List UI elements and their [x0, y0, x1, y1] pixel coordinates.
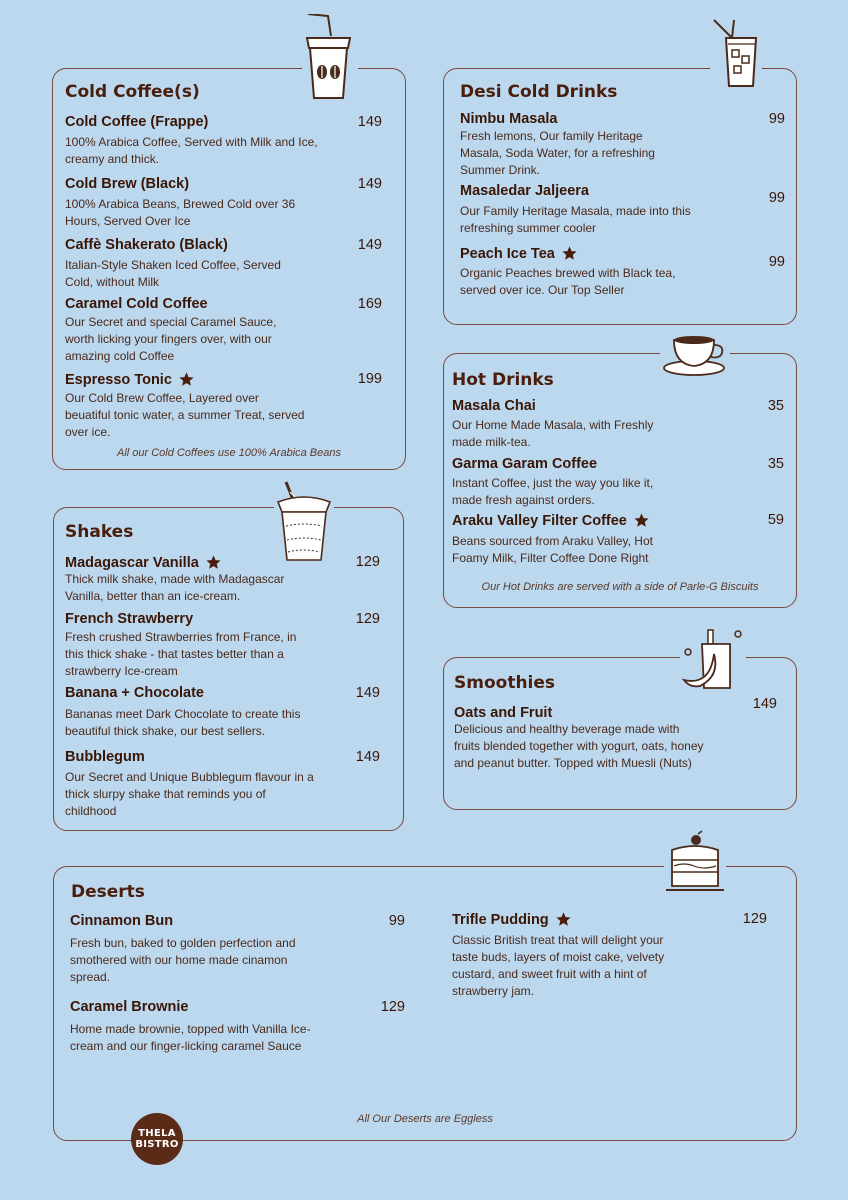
item-description: Our Secret and Unique Bubblegum flavour in a thick slurpy shake that reminds you of childhood: [65, 770, 314, 818]
section-note: All our Cold Coffees use 100% Arabica Beans: [117, 447, 341, 459]
item-description: Bananas meet Dark Chocolate to create this beautiful thick shake, our best sellers.: [65, 707, 301, 738]
iced-coffee-cup-icon: [302, 14, 358, 104]
desi-cold-drinks-title: Desi Cold Drinks: [460, 82, 618, 102]
smoothie-banana-icon: [680, 626, 746, 690]
item-price: 59: [767, 512, 784, 528]
item-name: [452, 512, 650, 529]
item-price: 149: [357, 237, 382, 253]
cake-slice-icon: [664, 830, 726, 894]
hot-drinks-title: Hot Drinks: [452, 370, 554, 390]
item-description: Thick milk shake, made with Madagascar Vanilla, better than an ice-cream.: [65, 572, 285, 603]
item-name: Cold Coffee (Frappe): [65, 114, 209, 130]
item-description: Instant Coffee, just the way you like it, made fresh against orders.: [452, 476, 654, 507]
item-name-text: Peach Ice Tea: [460, 245, 555, 262]
item-price: 129: [380, 999, 405, 1015]
item-name: [460, 245, 578, 262]
item-name: Banana + Chocolate: [65, 685, 204, 701]
milkshake-glass-icon: [274, 478, 334, 564]
smoothies-title: Smoothies: [454, 673, 556, 693]
item-name: [65, 371, 195, 388]
item-name: French Strawberry: [65, 611, 194, 627]
item-price: 149: [752, 696, 777, 712]
item-name: Caramel Brownie: [70, 999, 189, 1015]
star-icon: [555, 911, 572, 928]
deserts-title: Deserts: [71, 882, 145, 902]
logo-line-2: BISTRO: [135, 1139, 179, 1150]
item-description: Our Secret and special Caramel Sauce, worth licking your fingers over, with our amazing cold Coffee: [65, 315, 277, 363]
star-icon: [205, 554, 222, 571]
item-name-text: Espresso Tonic: [65, 371, 172, 388]
item-name: [452, 911, 572, 928]
star-icon: [633, 512, 650, 529]
item-description: 100% Arabica Beans, Brewed Cold over 36 Hours, Served Over Ice: [65, 197, 296, 228]
item-description: Fresh lemons, Our family Heritage Masala, Soda Water, for a refreshing Summer Drink.: [460, 129, 655, 177]
item-price: 129: [355, 611, 380, 627]
item-name: Caffè Shakerato (Black): [65, 237, 228, 253]
item-name: Nimbu Masala: [460, 111, 558, 127]
item-price: 169: [357, 296, 382, 312]
item-name: Cold Brew (Black): [65, 176, 190, 192]
item-description: Our Cold Brew Coffee, Layered over beuatiful tonic water, a summer Treat, served over ice.: [65, 391, 305, 439]
item-price: 99: [768, 111, 785, 127]
item-price: 129: [742, 911, 767, 927]
item-description: 100% Arabica Coffee, Served with Milk and Ice, creamy and thick.: [65, 135, 318, 166]
item-description: Fresh crushed Strawberries from France, in this thick shake - that tastes better than a strawberry Ice-cream: [65, 630, 297, 678]
item-name-text: Araku Valley Filter Coffee: [452, 512, 627, 529]
item-price: 129: [355, 554, 380, 570]
item-description: Organic Peaches brewed with Black tea, served over ice. Our Top Seller: [460, 266, 676, 297]
item-price: 99: [768, 190, 785, 206]
shakes-title: Shakes: [65, 522, 134, 542]
star-icon: [561, 245, 578, 262]
item-price: 199: [357, 371, 382, 387]
item-description: Delicious and healthy beverage made with fruits blended together with yogurt, oats, honey and peanut butter. Topped with Muesli (Nuts): [454, 722, 704, 770]
item-name: Cinnamon Bun: [70, 913, 174, 929]
item-description: Our Family Heritage Masala, made into this refreshing summer cooler: [460, 204, 691, 235]
coffee-cup-saucer-icon: [660, 328, 730, 378]
section-note: All Our Deserts are Eggless: [357, 1113, 493, 1125]
item-description: Our Home Made Masala, with Freshly made milk-tea.: [452, 418, 654, 449]
section-note: Our Hot Drinks are served with a side of Parle-G Biscuits: [481, 581, 759, 593]
item-price: 35: [767, 398, 784, 414]
item-price: 149: [355, 685, 380, 701]
item-name-text: Madagascar Vanilla: [65, 554, 199, 571]
item-price: 35: [767, 456, 784, 472]
iced-drink-glass-icon: [710, 16, 762, 90]
item-name: Bubblegum: [65, 749, 145, 765]
item-description: Beans sourced from Araku Valley, Hot Foamy Milk, Filter Coffee Done Right: [452, 534, 653, 565]
item-description: Classic British treat that will delight your taste buds, layers of moist cake, velvety custard, and sweet fruit with a hint of strawberry jam.: [452, 933, 665, 998]
item-price: 99: [768, 254, 785, 270]
item-name: [65, 554, 222, 571]
item-price: 149: [357, 176, 382, 192]
item-name: Caramel Cold Coffee: [65, 296, 208, 312]
star-icon: [178, 371, 195, 388]
item-description: Italian-Style Shaken Iced Coffee, Served Cold, without Milk: [65, 258, 281, 289]
thela-bistro-logo: [131, 1113, 183, 1165]
cold-coffee-title: Cold Coffee(s): [65, 82, 200, 102]
item-description: Home made brownie, topped with Vanilla Ice-cream and our finger-licking caramel Sauce: [70, 1022, 311, 1053]
item-price: 99: [388, 913, 405, 929]
logo-line-1: THELA: [138, 1128, 176, 1139]
item-name: Oats and Fruit: [454, 705, 553, 721]
item-price: 149: [355, 749, 380, 765]
item-name: Masala Chai: [452, 398, 536, 414]
item-description: Fresh bun, baked to golden perfection and smothered with our home made cinamon spread.: [70, 936, 296, 984]
item-name-text: Trifle Pudding: [452, 911, 549, 928]
item-name: Garma Garam Coffee: [452, 456, 598, 472]
item-name: Masaledar Jaljeera: [460, 183, 589, 199]
item-price: 149: [357, 114, 382, 130]
